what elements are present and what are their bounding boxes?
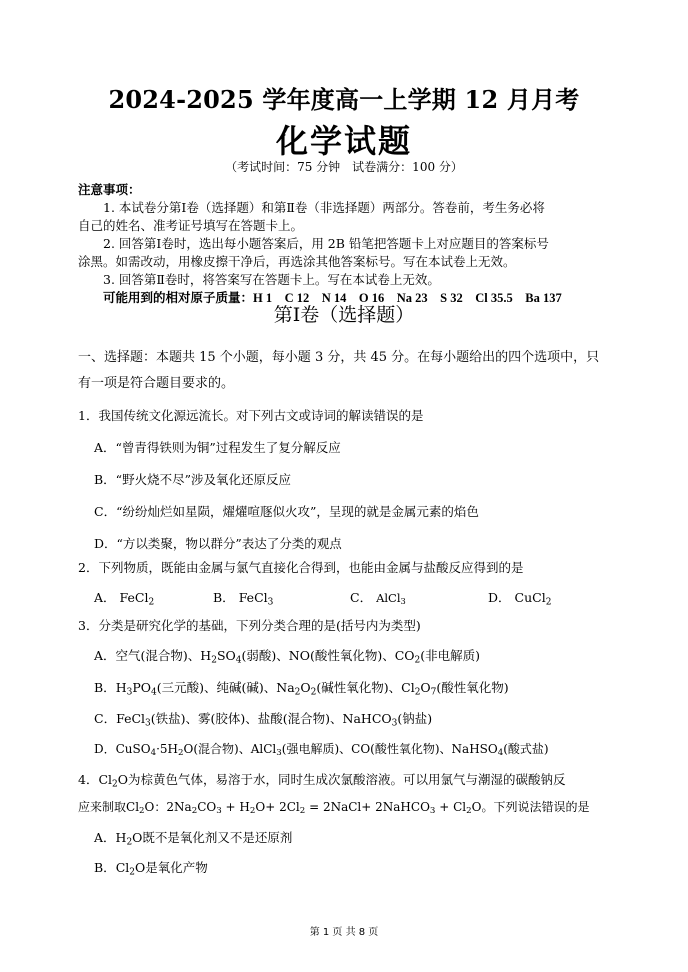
option-label: D． bbox=[488, 590, 511, 605]
question-4-option-b: B．$Cl_2O$是氧化产物 bbox=[94, 860, 208, 878]
subject-title: 化学试题 bbox=[275, 122, 412, 160]
question-2-option-d bbox=[488, 588, 551, 606]
question-1-option-b: B．“野火烧不尽”涉及氧化还原反应 bbox=[94, 472, 291, 487]
option-label: A． bbox=[94, 590, 116, 605]
note-3: 3. 回答第Ⅱ卷时，将答案写在答题卡上。写在本试卷上无效。 bbox=[103, 272, 440, 287]
note-2-line-1: 2. 回答第Ⅰ卷时，选出每小题答案后，用 2B 铅笔把答题卡上对应题目的答案标号 bbox=[103, 236, 549, 251]
exam-title: 2024-2025 学年度高一上学期 12 月月考 bbox=[108, 85, 580, 114]
formula: FeCl$_2$ bbox=[119, 590, 155, 608]
question-3-option-a: A．空气(混合物)、$H_2SO_4$(弱酸)、NO(酸性氧化物)、$CO_2$(非电解质) bbox=[94, 648, 481, 666]
notes-heading: 注意事项： bbox=[78, 182, 141, 197]
instructions-line-1: 一、选择题：本题共 15 个小题，每小题 3 分，共 45 分。在每小题给出的四个选项中，只 bbox=[78, 350, 600, 365]
question-4-stem-line-2: 应来制取$Cl_2O$：$2Na_2CO_3 + H_2O+ 2Cl_2$ = 2NaCl+ 2NaHCO$_3$ + $Cl_2O$。下列说法错误的是 bbox=[78, 800, 590, 817]
question-4-option-a: A．$H_2O$既不是氧化剂又不是还原剂 bbox=[94, 830, 293, 848]
question-2-option-c bbox=[350, 588, 406, 606]
formula: AlCl$_3$ bbox=[376, 591, 406, 607]
question-4-stem-line-1: 4．$Cl_2O$为棕黄色气体，易溶于水，同时生成次氯酸溶液。可以用氯气与潮湿的碳酸钠反 bbox=[78, 772, 566, 790]
question-2-stem: 2．下列物质，既能由金属与氯气直接化合得到，也能由金属与盐酸反应得到的是 bbox=[78, 560, 524, 575]
formula: FeCl$_3$ bbox=[238, 590, 274, 608]
note-1-line-1: 1. 本试卷分第Ⅰ卷（选择题）和第Ⅱ卷（非选择题）两部分。答卷前，考生务必将 bbox=[103, 200, 545, 215]
reaction-equation: $2Na_2CO_3 + H_2O+ 2Cl_2$ = 2NaCl+ 2NaHCO$_3$ + $Cl_2O$ bbox=[166, 800, 482, 817]
section-title: 第Ⅰ卷（选择题） bbox=[273, 304, 415, 326]
question-3-stem: 3．分类是研究化学的基础，下列分类合理的是(括号内为类型) bbox=[78, 618, 421, 633]
formula: CuCl$_2$ bbox=[514, 590, 552, 608]
question-3-option-d: D．$CuSO_4\cdot 5H_2O$(混合物)、AlCl$_3$(强电解质)、CO(酸性氧化物)、NaHSO$_4$(酸式盐) bbox=[94, 742, 549, 759]
page-number: 第 1 页 共 8 页 bbox=[309, 927, 379, 938]
atomic-masses-values: H 1 C 12 N 14 O 16 Na 23 S 32 Cl 35.5 Ba 137 bbox=[253, 291, 562, 305]
instructions-line-2: 有一项是符合题目要求的。 bbox=[78, 376, 235, 391]
note-2-line-2: 涂黑。如需改动，用橡皮擦干净后，再选涂其他答案标号。写在本试卷上无效。 bbox=[78, 254, 516, 269]
question-3-option-b: B．$H_3PO_4$(三元酸)、纯碱(碱)、$Na_2O_2$(碱性氧化物)、$Cl_2O_7$(酸性氧化物) bbox=[94, 680, 509, 698]
question-2-option-b bbox=[213, 588, 273, 606]
atomic-masses-label: 可能用到的相对原子质量： bbox=[103, 290, 254, 305]
question-2-option-a bbox=[94, 588, 154, 606]
question-1-option-d: D．“方以类聚，物以群分”表达了分类的观点 bbox=[94, 536, 342, 551]
question-1-option-a: A．“曾青得铁则为铜”过程发生了复分解反应 bbox=[94, 440, 341, 455]
option-label: C． bbox=[350, 590, 373, 605]
option-label: B． bbox=[213, 590, 235, 605]
question-1-option-c: C．“纷纷灿烂如星陨，燿燿喧豗似火攻”，呈现的就是金属元素的焰色 bbox=[94, 504, 479, 519]
question-1-stem: 1．我国传统文化源远流长。对下列古文或诗词的解读错误的是 bbox=[78, 408, 424, 423]
question-3-option-c: C．FeCl$_3$(铁盐)、雾(胶体)、盐酸(混合物)、NaHCO$_3$(钠盐) bbox=[94, 711, 433, 729]
note-1-line-2: 自己的姓名、准考证号填写在答题卡上。 bbox=[78, 218, 304, 233]
exam-info: （考试时间：75 分钟 试卷满分：100 分） bbox=[225, 160, 463, 174]
